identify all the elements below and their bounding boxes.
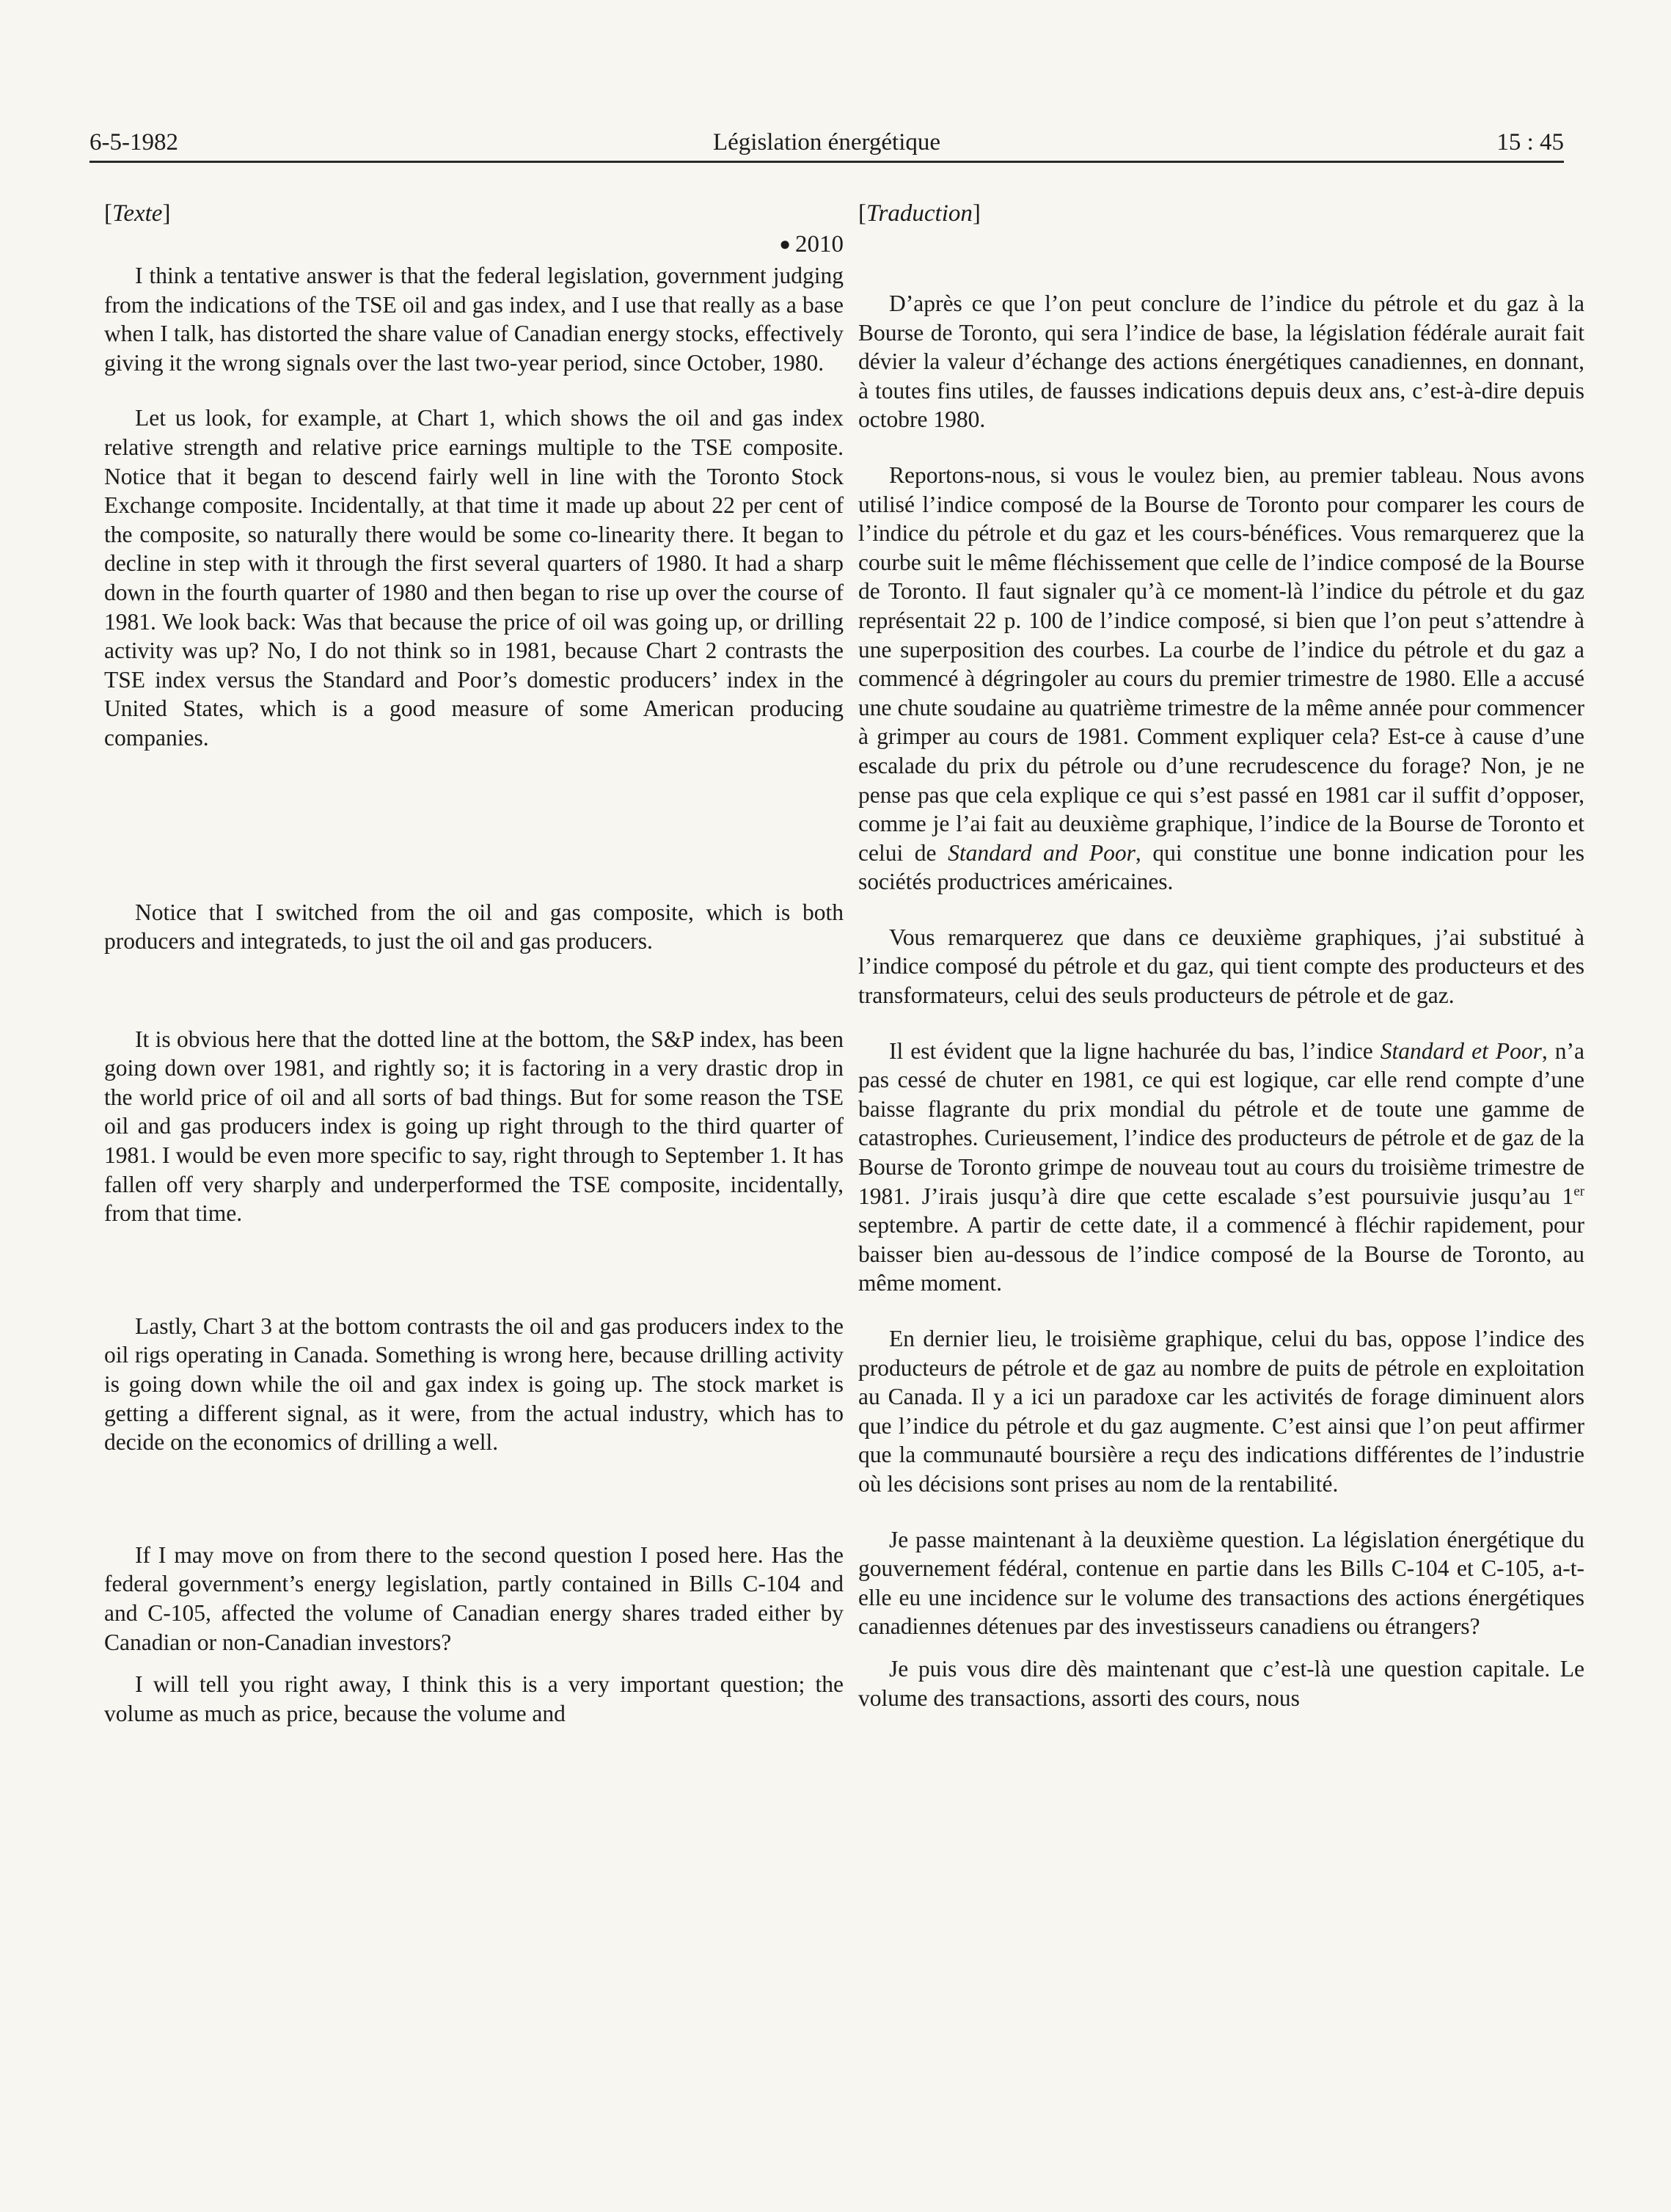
header-page-number: 15 : 45: [1496, 129, 1564, 156]
paragraph: I will tell you right away, I think this is a very important question; the volume as much as price, because the volume and: [104, 1671, 844, 1726]
bullet-icon: ●: [779, 233, 791, 255]
column-label: [Texte]: [104, 200, 171, 227]
paragraph: Notice that I switched from the oil and gas composite, which is both producers and integrateds, to just the oil and gas producers.: [104, 899, 844, 954]
paragraph: Je puis vous dire dès maintenant que c’est-là une question capitale. Le volume des transactions, assorti des cours, nous: [858, 1655, 1584, 1711]
header-date: 6-5-1982: [89, 129, 178, 156]
paragraph: D’après ce que l’on peut conclure de l’indice du pétrole et du gaz à la Bourse de Toronto, qui sera l’indice de base, la législation fédérale aurait fait dévier la valeur d’échange des actions énergétiques canadiennes, en donnant, à toutes fins utiles, de fausses indications depuis deux ans, c’est-à-dire depuis octobre 1980.: [858, 291, 1584, 433]
paragraph: If I may move on from there to the second question I posed here. Has the federal government’s energy legislation, partly contained in Bills C-104 and and C-105, affected the volume of Canadian energy shares traded either by Canadian or non-Canadian investors?: [104, 1541, 844, 1655]
paragraph: Let us look, for example, at Chart 1, which shows the oil and gas index relative strength and relative price earnings multiple to the TSE composite. Notice that it began to descend fairly well in line with the Toronto Stock Exchange composite. Incidentally, at that time it made up about 22 per cent of the composite, so naturally there would be some co-linearity there. It began to decline in step with it through the first several quarters of 1980. It had a sharp down in the fourth quarter of 1980 and then began to rise up over the course of 1981. We look back: Was that because the price of oil was going up, or drilling activity was up? No, I do not think so in 1981, because Chart 2 contrasts the TSE index versus the Standard and Poor’s domestic producers’ index in the United States, which is a good measure of some American producing companies.: [104, 405, 844, 751]
paragraph: Je passe maintenant à la deuxième question. La législation énergétique du gouvernement fédéral, contenue en partie dans les Bills C-104 et C-105, a-t-elle eu une incidence sur le volume des transactions des actions énergétiques canadiennes détenues par des investisseurs canadiens ou étrangers?: [858, 1526, 1584, 1640]
paragraph: It is obvious here that the dotted line at the bottom, the S&P index, has been going down over 1981, and rightly so; it is factoring in a very drastic drop in the world price of oil and all sorts of bad things. But for some reason the TSE oil and gas producers index is going up right through to the third quarter of 1981. I would be even more specific to say, right through to September 1. It has fallen off very sharply and underperformed the TSE composite, incidentally, from that time.: [104, 1026, 844, 1227]
paragraph: Vous remarquerez que dans ce deuxième graphiques, j’ai substitué à l’indice composé du pétrole et du gaz, qui tient compte des producteurs et des transformateurs, celui des seuls producteurs de pétrole et de gaz.: [858, 924, 1584, 1009]
header-rule: [89, 161, 1564, 163]
french-column: [858, 198, 1584, 1712]
paragraph: Reportons-nous, si vous le voulez bien, au premier tableau. Nous avons utilisé l’indice composé de la Bourse de Toronto pour comparer les cours de l’indice du pétrole et du gaz et les cours-bénéfices. Vous remarquerez que la courbe suit le même fléchissement que celle de l’indice composé de la Bourse de Toronto. Il faut signaler qu’à ce moment-là l’indice du pétrole et du gaz représentait 22 p. 100 de l’indice composé, si bien que l’on peut s’attendre à une superposition des courbes. La courbe de l’indice du pétrole et du gaz a commencé à dégringoler au cours du premier trimestre de 1980. Elle a accusé une chute soudaine au quatrième trimestre de la même année pour commencer à grimper au cours de 1981. Comment expliquer cela? Est-ce à cause d’une escalade du prix du pétrole ou d’une recrudescence du forage? Non, je ne pense pas que cela explique ce qui s’est passé en 1981 car il suffit d’opposer, comme je l’ai fait au deuxième graphique, l’indice de la Bourse de Toronto et celui de Standard and Poor, qui constitue une bonne indication pour les sociétés productrices américaines.: [858, 461, 1585, 895]
paragraph: En dernier lieu, le troisième graphique, celui du bas, oppose l’indice des producteurs de pétrole et de gaz au nombre de puits de pétrole en exploitation au Canada. Il y a ici un paradoxe car les activités de forage diminuent alors que l’indice du pétrole et du gaz augmente. C’est ainsi que l’on peut affirmer que la communauté boursière a reçu des indications différentes de l’industrie où les décisions sont prises au nom de la rentabilité.: [858, 1326, 1584, 1497]
time-marker: ● 2010: [779, 231, 844, 258]
paragraph: Lastly, Chart 3 at the bottom contrasts the oil and gas producers index to the oil rigs operating in Canada. Something is wrong here, because drilling activity is going down while the oil and gax index is going up. The stock market is getting a different signal, as it were, from the actual industry, which has to decide on the economics of drilling a well.: [104, 1313, 844, 1456]
english-column: [104, 198, 844, 1728]
header-title: Législation énergétique: [712, 129, 941, 156]
page-header: [89, 123, 1564, 161]
paragraph: I think a tentative answer is that the federal legislation, government judging from the indications of the TSE oil and gas index, and I use that really as a base when I talk, has distorted the share value of Canadian energy stocks, effectively giving it the wrong signals over the last two-year period, since October, 1980.: [104, 263, 844, 376]
column-label: [Traduction]: [858, 200, 981, 227]
paragraph: Il est évident que la ligne hachurée du bas, l’indice Standard et Poor, n’a pas cessé de chuter en 1981, ce qui est logique, car elle rend compte d’une baisse flagrante du prix mondial du pétrole et de toute une gamme de catastrophes. Curieusement, l’indice des producteurs de pétrole et de gaz de la Bourse de Toronto grimpe de nouveau tout au cours du troisième trimestre de 1981. J’irais jusqu’à dire que cette escalade s’est poursuivie jusqu’au 1er septembre. A partir de cette date, il a commencé à fléchir rapidement, pour baisser bien au-dessous de l’indice composé de la Bourse de Toronto, au même moment.: [858, 1037, 1584, 1296]
